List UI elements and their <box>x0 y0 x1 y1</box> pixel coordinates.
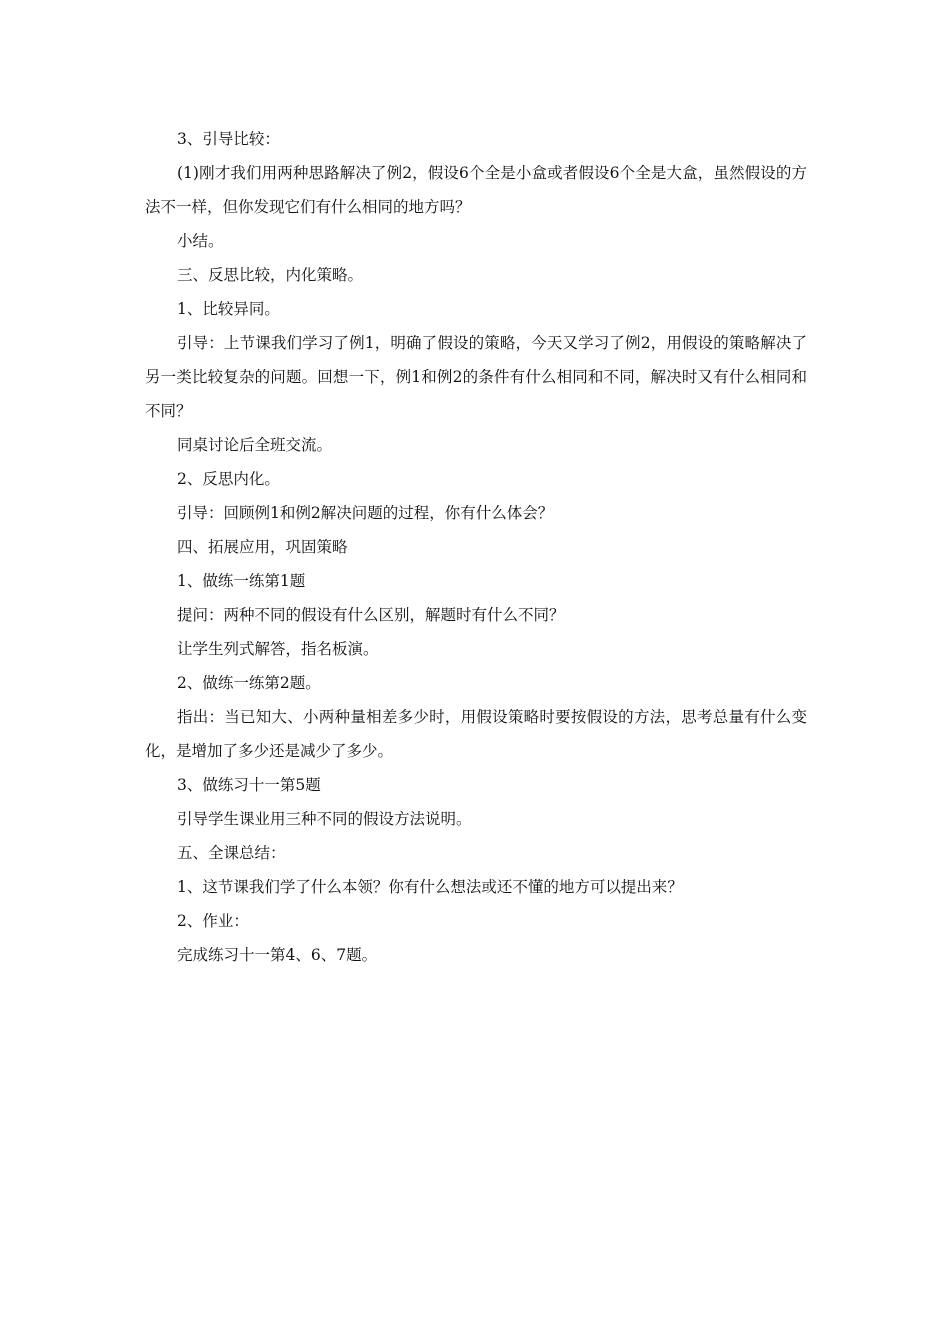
paragraph: 3、引导比较： <box>177 130 280 148</box>
paragraph: 指出：当已知大、小两种量相差多少时，用假设策略时要按假设的方法，思考总量有什么变化，是增加了多少还是减少了多少。 <box>145 708 807 760</box>
paragraph: 完成练习十一第4、6、7题。 <box>177 946 378 964</box>
paragraph: (1)刚才我们用两种思路解决了例2，假设6个全是小盒或者假设6个全是大盒，虽然假设的方法不一样，但你发现它们有什么相同的地方吗？ <box>145 164 807 216</box>
document-page <box>145 122 807 972</box>
paragraph: 让学生列式解答，指名板演。 <box>177 640 379 658</box>
paragraph: 1、做练一练第1题 <box>177 572 306 590</box>
paragraph: 提问：两种不同的假设有什么区别，解题时有什么不同？ <box>177 606 565 624</box>
section-heading: 四、拓展应用，巩固策略 <box>177 538 348 556</box>
paragraph: 同桌讨论后全班交流。 <box>177 436 333 454</box>
paragraph: 引导学生课业用三种不同的假设方法说明。 <box>177 810 472 828</box>
paragraph: 1、这节课我们学了什么本领？你有什么想法或还不懂的地方可以提出来？ <box>177 878 683 896</box>
paragraph: 2、作业： <box>177 912 249 930</box>
paragraph: 3、做练习十一第5题 <box>177 776 321 794</box>
section-heading: 五、全课总结： <box>177 844 286 862</box>
section-heading: 三、反思比较，内化策略。 <box>177 266 364 284</box>
paragraph: 引导：上节课我们学习了例1，明确了假设的策略，今天又学习了例2，用假设的策略解决了另一类比较复杂的问题。回想一下，例1和例2的条件有什么相同和不同，解决时又有什么相同和不同？ <box>145 334 807 420</box>
paragraph: 2、做练一练第2题。 <box>177 674 321 692</box>
paragraph: 小结。 <box>177 232 224 250</box>
paragraph: 2、反思内化。 <box>177 470 280 488</box>
paragraph: 1、比较异同。 <box>177 300 280 318</box>
paragraph: 引导：回顾例1和例2解决问题的过程，你有什么体会？ <box>177 504 554 522</box>
